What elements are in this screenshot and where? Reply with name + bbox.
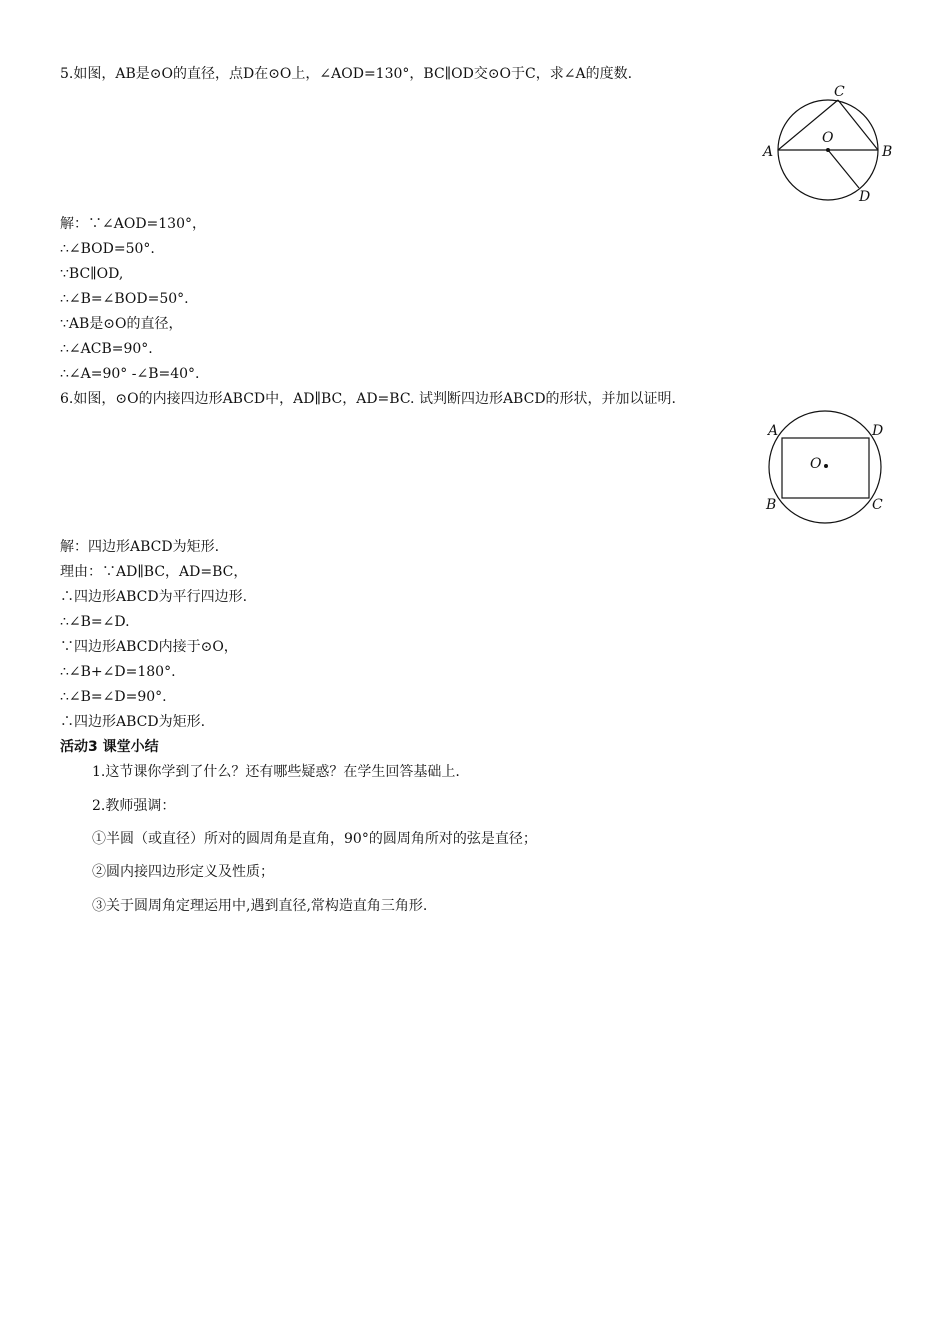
label-d: D: [872, 423, 884, 439]
p5-solution-line: ∵BC∥OD,: [60, 266, 124, 282]
center-dot: [826, 148, 830, 152]
p6-solution-line: ∴∠B=∠D=90°.: [60, 689, 167, 705]
p5-solution-line: ∴∠A=90° -∠B=40°.: [60, 366, 200, 382]
label-b: B: [766, 497, 777, 513]
label-o: O: [810, 456, 822, 472]
activity3-item: 1.这节课你学到了什么？还有哪些疑惑？在学生回答基础上.: [92, 764, 460, 780]
p6-solution-line: ∵四边形ABCD内接于⊙O，: [60, 639, 238, 655]
p5-solution-line: ∵AB是⊙O的直径，: [60, 316, 183, 332]
label-o: O: [822, 130, 834, 146]
label-d: D: [859, 189, 871, 205]
activity3-item: 2.教师强调：: [92, 798, 176, 814]
p6-solution-line: ∴∠B=∠D.: [60, 614, 130, 630]
p5-solution-line: ∴∠B=∠BOD=50°.: [60, 291, 189, 307]
activity3-title: 活动3 课堂小结: [60, 739, 159, 755]
p6-solution-line: ∴∠B+∠D=180°.: [60, 664, 176, 680]
problem6-figure: [760, 410, 895, 528]
problem5-figure: [758, 82, 898, 207]
radius-od: [828, 150, 859, 188]
label-c: C: [834, 84, 845, 100]
p5-solution-line: ∴∠ACB=90°.: [60, 341, 153, 357]
rectangle-abcd: [782, 438, 869, 498]
p6-solution-line: ∴四边形ABCD为矩形.: [60, 714, 206, 730]
problem5-question: 5.如图，AB是⊙O的直径，点D在⊙O上，∠AOD=130°，BC∥OD交⊙O于C，求∠A的度数.: [60, 66, 633, 82]
activity3-item: ②圆内接四边形定义及性质；: [92, 864, 274, 880]
label-c: C: [872, 497, 883, 513]
label-a: A: [768, 423, 779, 439]
center-dot: [824, 464, 828, 468]
p5-solution-line: 解：∵∠AOD=130°，: [60, 216, 206, 232]
p6-solution-line: ∴四边形ABCD为平行四边形.: [60, 589, 248, 605]
p5-solution-line: ∴∠BOD=50°.: [60, 241, 155, 257]
chord-cb: [838, 100, 878, 150]
label-a: A: [763, 144, 774, 160]
p6-solution-line: 解：四边形ABCD为矩形.: [60, 539, 220, 555]
p6-solution-line: 理由：∵AD∥BC，AD=BC，: [60, 564, 248, 580]
problem6-question: 6.如图，⊙O的内接四边形ABCD中，AD∥BC，AD=BC. 试判断四边形ABCD的形状，并加以证明.: [60, 391, 676, 407]
activity3-item: ①半圆（或直径）所对的圆周角是直角，90°的圆周角所对的弦是直径；: [92, 831, 537, 847]
activity3-item: ③关于圆周角定理运用中,遇到直径,常构造直角三角形.: [92, 898, 428, 914]
label-b: B: [882, 144, 893, 160]
